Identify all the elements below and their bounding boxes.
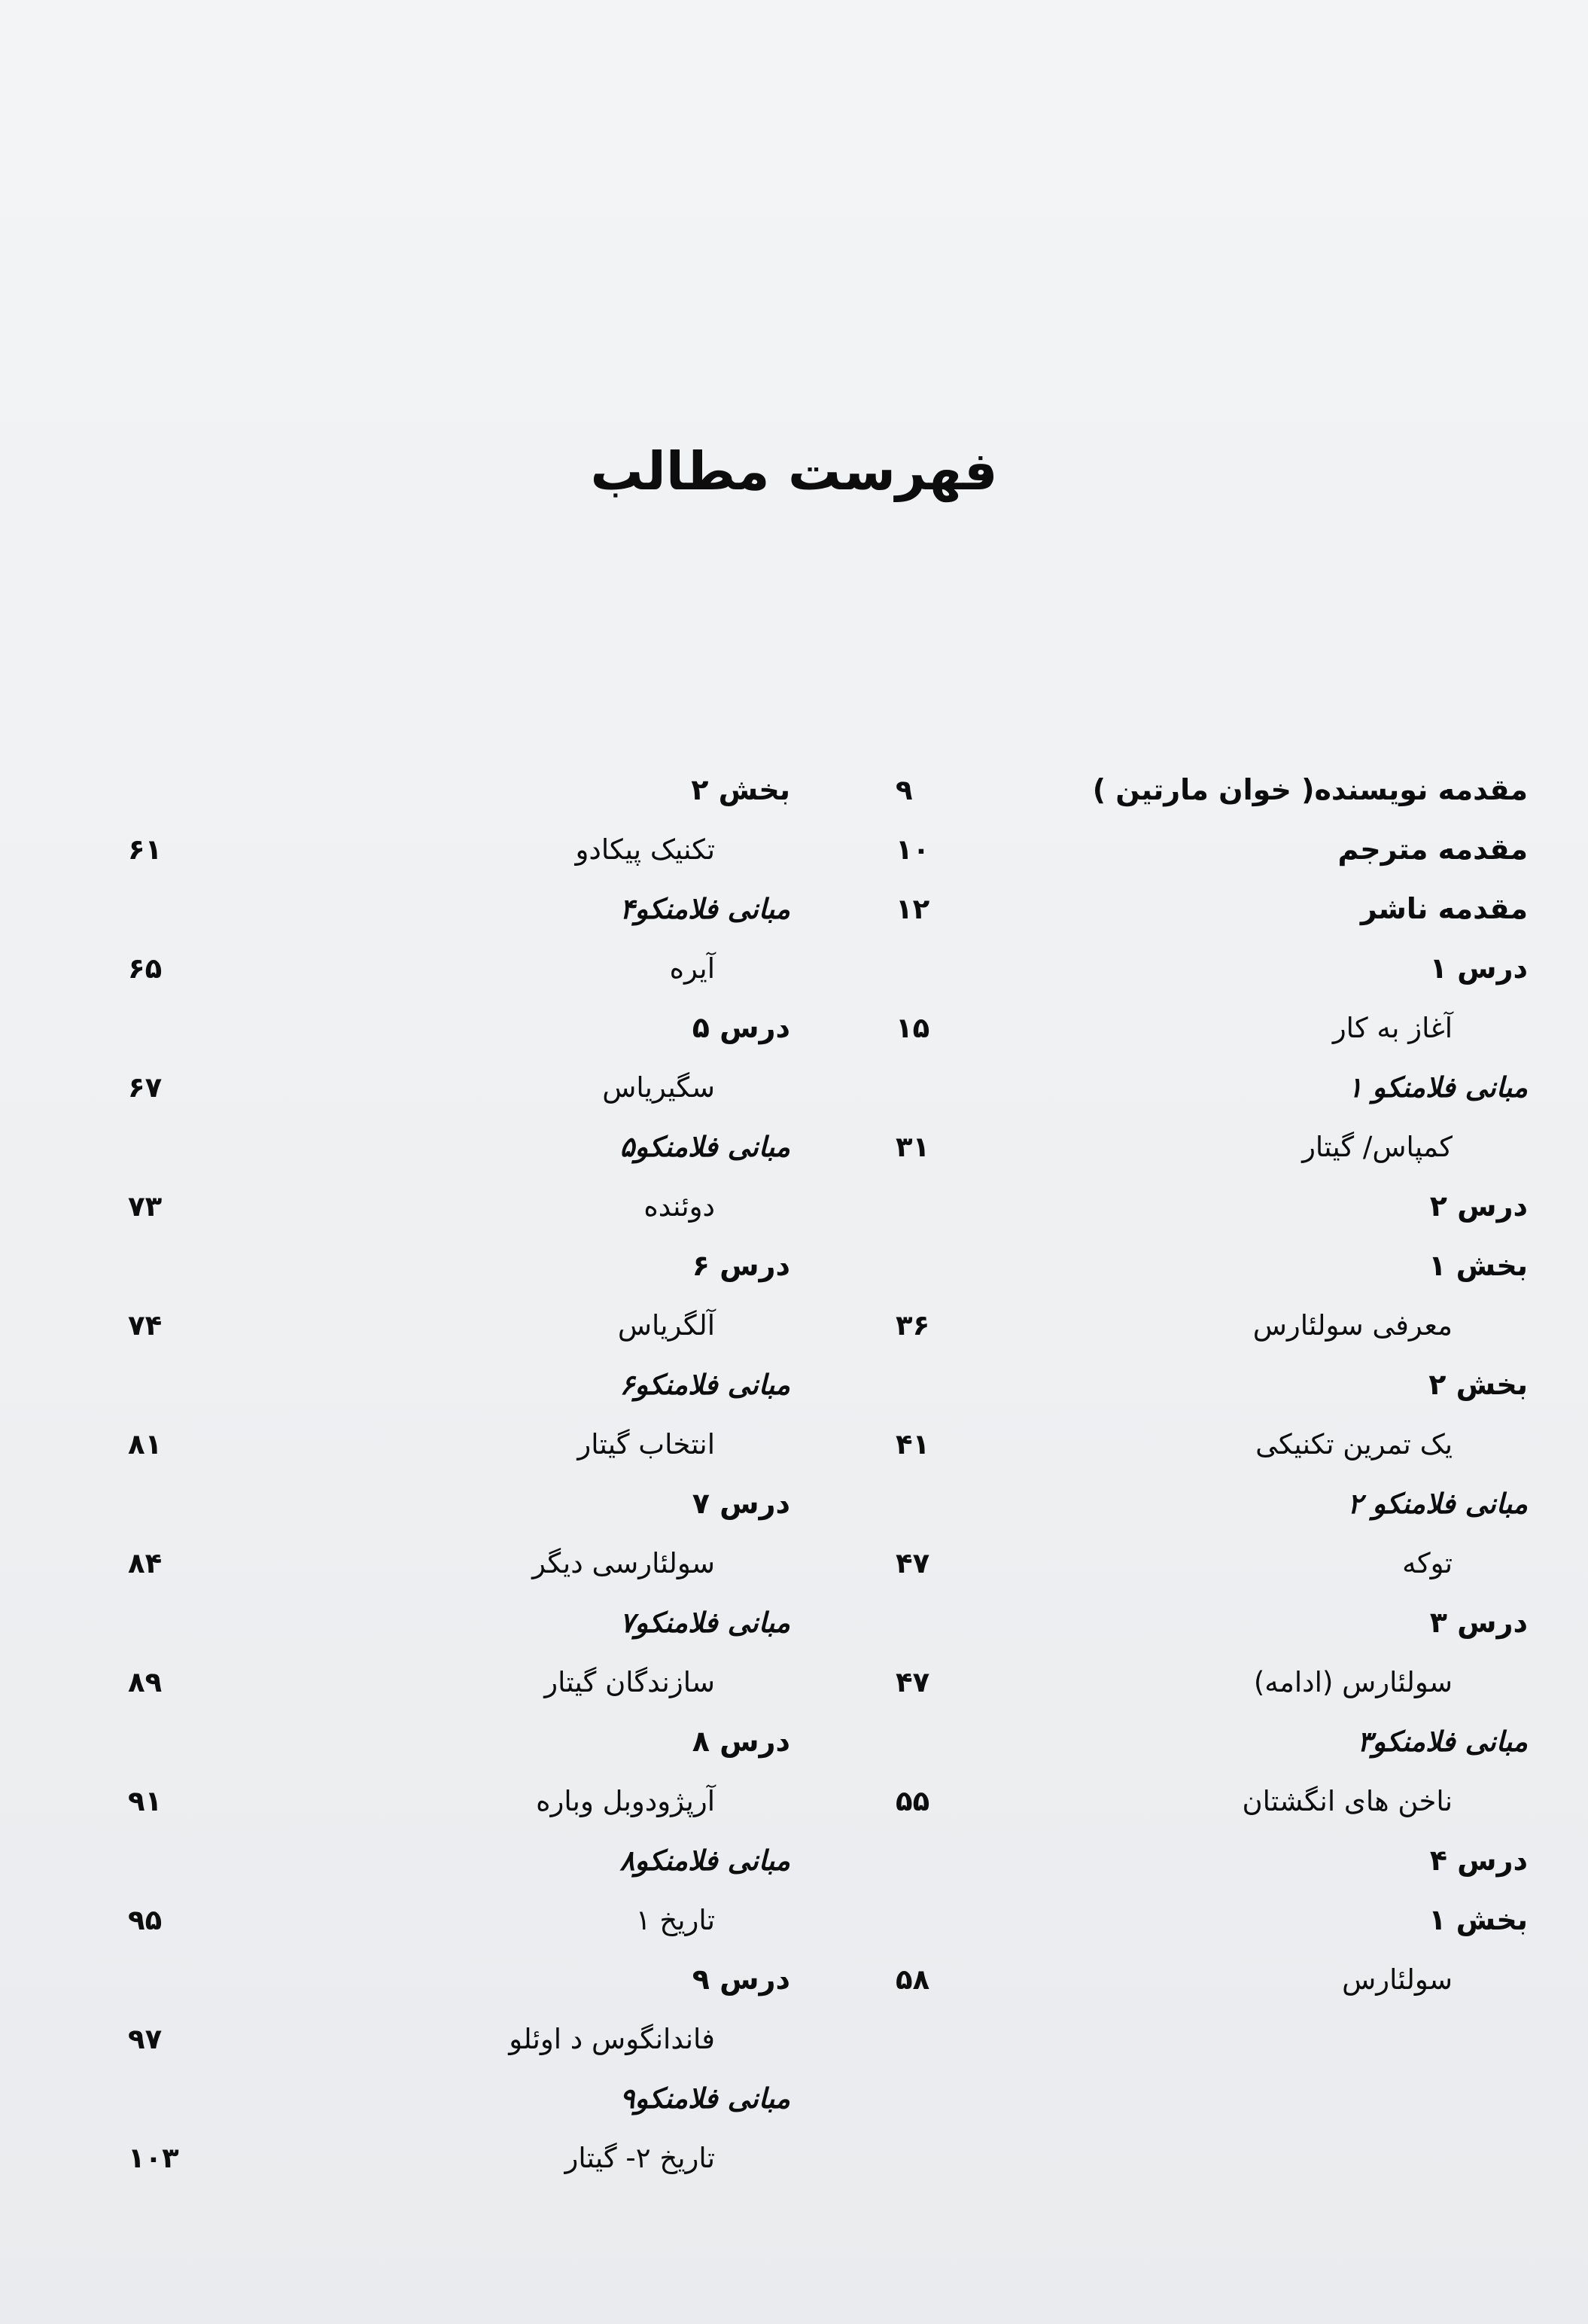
toc-entry bbox=[113, 1355, 790, 1415]
toc-page-number: ۶۵ bbox=[128, 952, 163, 985]
toc-entry bbox=[113, 1534, 790, 1593]
toc-entry-title: فاندانگوس د اوئلو bbox=[509, 2023, 715, 2055]
toc-page-number: ۱۰۳ bbox=[128, 2142, 179, 2174]
toc-entry bbox=[850, 1652, 1528, 1712]
toc-entry-title: دوئنده bbox=[643, 1190, 715, 1223]
toc-entry-title: یک تمرین تکنیکی bbox=[1255, 1428, 1453, 1460]
toc-entry-title: آغاز به کار bbox=[1332, 1012, 1453, 1044]
toc-entry bbox=[113, 1771, 790, 1831]
toc-entry bbox=[850, 1415, 1528, 1474]
toc-entry-title: درس ۶ bbox=[692, 1249, 790, 1282]
toc-entry bbox=[113, 1890, 790, 1950]
toc-entry bbox=[113, 2009, 790, 2069]
toc-entry bbox=[113, 1117, 790, 1177]
toc-entry-title: سولئارس bbox=[1342, 1963, 1453, 1996]
toc-entry-title: درس ۹ bbox=[692, 1963, 790, 1996]
toc-entry bbox=[113, 1058, 790, 1117]
toc-entry-title: انتخاب گیتار bbox=[577, 1428, 715, 1460]
toc-page-number: ۹۵ bbox=[128, 1904, 163, 1936]
toc-entry-title: مبانی فلامنکو۸ bbox=[619, 1844, 790, 1877]
toc-entry-title: مقدمه مترجم bbox=[1337, 833, 1528, 866]
toc-entry-title: آرپژودوبل وباره bbox=[536, 1785, 715, 1817]
toc-entry-title: تاریخ ۲- گیتار bbox=[564, 2142, 715, 2174]
toc-entry-title: مبانی فلامنکو ۲ bbox=[1347, 1488, 1528, 1520]
toc-entry bbox=[850, 1355, 1528, 1415]
toc-page-number: ۴۱ bbox=[896, 1428, 930, 1460]
toc-page-number: ۴۷ bbox=[896, 1547, 930, 1579]
toc-entry bbox=[113, 1950, 790, 2009]
toc-entry bbox=[850, 1534, 1528, 1593]
toc-entry-title: بخش ۲ bbox=[691, 773, 790, 806]
toc-page-number: ۶۷ bbox=[128, 1071, 163, 1104]
toc-entry-title: معرفی سولئارس bbox=[1252, 1309, 1453, 1342]
toc-entry-title: مبانی فلامنکو۵ bbox=[619, 1131, 790, 1163]
toc-entry bbox=[850, 939, 1528, 998]
toc-entry bbox=[850, 820, 1528, 879]
toc-entry bbox=[113, 2069, 790, 2128]
toc-entry bbox=[113, 998, 790, 1058]
toc-entry bbox=[850, 1712, 1528, 1771]
toc-page-number: ۸۴ bbox=[128, 1547, 163, 1579]
toc-entry bbox=[113, 879, 790, 939]
toc-entry bbox=[113, 820, 790, 879]
page-title: فهرست مطالب bbox=[590, 440, 998, 502]
toc-entry-title: سگیریاس bbox=[602, 1071, 715, 1104]
toc-entry-title: درس ۵ bbox=[692, 1011, 790, 1044]
toc-entry bbox=[113, 1831, 790, 1890]
toc-entry-title: کمپاس/ گیتار bbox=[1302, 1131, 1453, 1163]
toc-entry bbox=[113, 1652, 790, 1712]
toc-page-number: ۹۱ bbox=[128, 1785, 163, 1817]
toc-entry bbox=[850, 1474, 1528, 1534]
toc-entry bbox=[850, 1296, 1528, 1355]
toc-entry-title: درس ۸ bbox=[692, 1725, 790, 1758]
toc-entry-title: سولئارسی دیگر bbox=[532, 1547, 715, 1579]
toc-entry bbox=[113, 1415, 790, 1474]
toc-entry bbox=[850, 1771, 1528, 1831]
toc-entry bbox=[850, 1058, 1528, 1117]
toc-page-number: ۹۷ bbox=[128, 2023, 163, 2055]
toc-entry bbox=[113, 760, 790, 820]
toc-page-number: ۸۱ bbox=[128, 1428, 163, 1460]
toc-entry bbox=[113, 1296, 790, 1355]
toc-entry bbox=[850, 1236, 1528, 1296]
toc-entry-title: درس ۲ bbox=[1429, 1189, 1528, 1223]
toc-entry bbox=[850, 1890, 1528, 1950]
toc-entry-title: آلگریاس bbox=[617, 1309, 715, 1342]
toc-entry-title: آیره bbox=[669, 952, 715, 985]
toc-page-number: ۱۰ bbox=[896, 833, 930, 866]
toc-page-number: ۴۷ bbox=[896, 1666, 930, 1698]
toc-page-number: ۵۵ bbox=[896, 1785, 930, 1817]
toc-entry bbox=[113, 1474, 790, 1534]
toc-entry bbox=[850, 1950, 1528, 2009]
toc-entry bbox=[113, 1712, 790, 1771]
toc-entry-title: تکنیک پیکادو bbox=[575, 833, 715, 866]
toc-entry-title: تاریخ ۱ bbox=[635, 1904, 715, 1936]
toc-entry-title: درس ۱ bbox=[1429, 952, 1528, 985]
toc-entry bbox=[113, 2128, 790, 2188]
toc-entry bbox=[113, 1593, 790, 1652]
toc-entry-title: مبانی فلامنکو۶ bbox=[619, 1369, 790, 1401]
toc-entry bbox=[850, 760, 1528, 820]
toc-page-number: ۱۲ bbox=[896, 893, 930, 925]
toc-right-column bbox=[850, 760, 1528, 2009]
toc-entry bbox=[850, 879, 1528, 939]
toc-entry-title: مقدمه ناشر bbox=[1360, 892, 1528, 925]
toc-entry-title: سولئارس (ادامه) bbox=[1253, 1666, 1453, 1698]
toc-entry-title: بخش ۲ bbox=[1428, 1368, 1528, 1401]
toc-entry-title: مبانی فلامنکو۷ bbox=[619, 1607, 790, 1639]
toc-entry bbox=[850, 1177, 1528, 1236]
toc-entry bbox=[113, 939, 790, 998]
toc-entry bbox=[113, 1236, 790, 1296]
toc-entry bbox=[850, 998, 1528, 1058]
toc-page-number: ۵۸ bbox=[896, 1963, 930, 1996]
toc-page-number: ۶۱ bbox=[128, 833, 163, 866]
toc-page-number: ۹ bbox=[896, 774, 913, 806]
toc-entry-title: درس ۷ bbox=[692, 1487, 790, 1520]
toc-entry-title: مبانی فلامنکو ۱ bbox=[1347, 1071, 1528, 1104]
toc-entry bbox=[850, 1831, 1528, 1890]
toc-entry-title: بخش ۱ bbox=[1428, 1249, 1528, 1282]
toc-entry-title: توکه bbox=[1402, 1547, 1453, 1579]
toc-entry-title: ناخن های انگشتان bbox=[1242, 1785, 1453, 1817]
toc-entry bbox=[850, 1117, 1528, 1177]
toc-entry bbox=[850, 1593, 1528, 1652]
toc-entry-title: سازندگان گیتار bbox=[544, 1666, 715, 1698]
toc-entry-title: مبانی فلامنکو۹ bbox=[619, 2082, 790, 2115]
toc-entry bbox=[113, 1177, 790, 1236]
toc-left-column bbox=[113, 760, 790, 2188]
toc-page-number: ۷۴ bbox=[128, 1309, 163, 1342]
toc-page-number: ۱۵ bbox=[896, 1012, 930, 1044]
toc-entry-title: مبانی فلامنکو۳ bbox=[1357, 1725, 1528, 1758]
toc-entry-title: بخش ۱ bbox=[1428, 1903, 1528, 1936]
toc-page-number: ۳۶ bbox=[896, 1309, 930, 1342]
toc-page-number: ۳۱ bbox=[896, 1131, 930, 1163]
toc-entry-title: مبانی فلامنکو۴ bbox=[619, 893, 790, 925]
toc-entry-title: درس ۴ bbox=[1429, 1844, 1528, 1877]
toc-page-number: ۷۳ bbox=[128, 1190, 163, 1223]
toc-entry-title: مقدمه نویسنده( خوان مارتین ) bbox=[1092, 773, 1528, 806]
toc-entry-title: درس ۳ bbox=[1429, 1606, 1528, 1639]
toc-page-number: ۸۹ bbox=[128, 1666, 163, 1698]
